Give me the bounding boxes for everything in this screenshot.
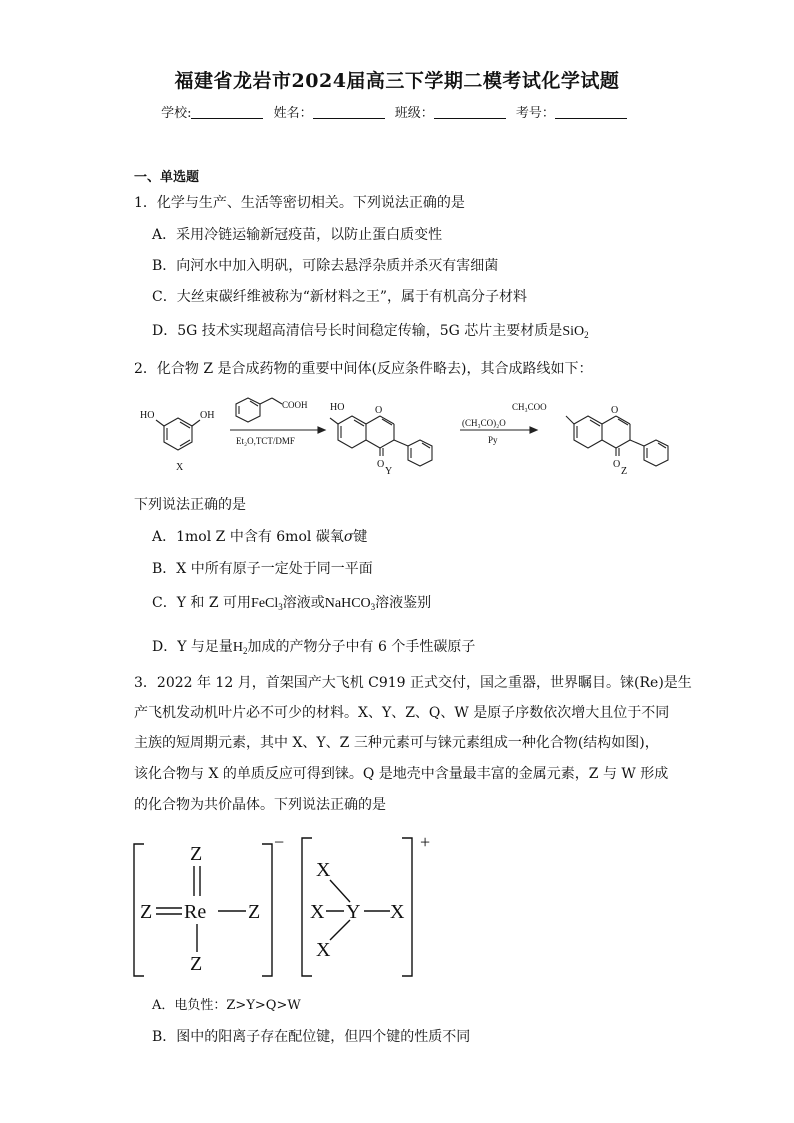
x-left: X	[310, 901, 325, 923]
school-blank[interactable]	[191, 106, 263, 119]
x-compound-label: X	[176, 462, 184, 473]
x-ho-label: HO	[140, 410, 155, 421]
q2-stem: 2．化合物 Z 是合成药物的重要中间体(反应条件略去)，其合成路线如下：	[134, 361, 593, 377]
q1-option-b: B．向河水中加入明矾，可除去悬浮杂质并杀灭有害细菌	[152, 258, 499, 274]
z-bottom: Z	[190, 953, 203, 975]
y-ring-o: O	[375, 405, 383, 416]
z-left: Z	[140, 901, 153, 923]
x-right: X	[390, 901, 405, 923]
q3-option-b: B．图中的阳离子存在配位键，但四个键的性质不同	[152, 1029, 471, 1045]
q3-line-3: 主族的短周期元素，其中 X、Y、Z 三种元素可与铼元素组成一种化合物(结构如图)，	[134, 735, 659, 751]
q2-option-a: A．1mol Z 中含有 6mol 碳氧σ键	[152, 529, 368, 545]
synthesis-scheme	[130, 388, 690, 478]
anion-bracket-right	[262, 844, 272, 976]
z-ring-o: O	[611, 405, 619, 416]
y-atom: Y	[346, 901, 361, 923]
section-heading: 一、单选题	[134, 170, 200, 185]
id-label: 考号：	[515, 106, 555, 121]
anion-charge: −	[274, 832, 285, 852]
q1-option-d: D．5G 技术实现超高清信号长时间稳定传输，5G 芯片主要材质是SiO$_2$	[152, 323, 589, 340]
z-top: Z	[190, 843, 203, 865]
class-blank[interactable]	[434, 106, 506, 119]
student-info-line	[0, 102, 794, 121]
rhenium-compound-structure	[128, 828, 448, 986]
y-ho-label: HO	[330, 402, 345, 413]
id-blank[interactable]	[555, 106, 627, 119]
q1-option-a: A．采用冷链运输新冠疫苗，以防止蛋白质变性	[152, 227, 443, 243]
y-carbonyl-o: O	[377, 459, 385, 470]
x-top: X	[316, 859, 331, 881]
reagent-2b: Py	[488, 435, 498, 445]
z-right: Z	[248, 901, 261, 923]
name-blank[interactable]	[313, 106, 385, 119]
reagent-1: Et₂O,TCT/DMF	[236, 436, 295, 446]
q2-option-d: D．Y 与足量$H_2$加成的产物分子中有 6 个手性碳原子	[152, 639, 476, 656]
q1-option-c: C．大丝束碳纤维被称为“新材料之王”，属于有机高分子材料	[152, 289, 528, 305]
q3-line-5: 的化合物为共价晶体。下列说法正确的是	[134, 797, 386, 813]
cation-charge: +	[420, 832, 431, 852]
re-atom: Re	[184, 901, 207, 923]
x-oh-label: OH	[200, 410, 215, 421]
z-carbonyl-o: O	[613, 459, 621, 470]
x-benzene-ring	[164, 418, 192, 450]
y-compound-label: Y	[385, 466, 393, 477]
z-compound-label: Z	[621, 466, 628, 477]
q3-line-1: 3．2022 年 12 月，首架国产大飞机 C919 正式交付，国之重器，世界瞩目。铼(Re)是生	[134, 675, 692, 691]
z-ester-label: CH₃COO	[512, 402, 547, 412]
q3-option-a: A．电负性：Z>Y>Q>W	[152, 998, 301, 1013]
x-bottom: X	[316, 939, 331, 961]
q2-option-b: B．X 中所有原子一定处于同一平面	[152, 561, 373, 577]
q2-lead: 下列说法正确的是	[134, 497, 246, 513]
name-label: 姓名：	[273, 106, 313, 121]
reagent-2a: (CH₃CO)₂O	[462, 418, 506, 428]
q2-option-c: C．Y 和 Z 可用FeCl$_3$溶液或NaHCO$_3$溶液鉴别	[152, 595, 432, 612]
school-label: 学校:	[161, 106, 192, 121]
q3-line-2: 产飞机发动机叶片必不可少的材料。X、Y、Z、Q、W 是原子序数依次增大且位于不同	[134, 705, 670, 721]
class-label: 班级：	[394, 106, 434, 121]
page-title: 福建省龙岩市2024届高三下学期二模考试化学试题	[174, 70, 620, 92]
sio2-formula: SiO$_2$	[562, 324, 589, 340]
cooh-label: COOH	[282, 400, 308, 410]
q3-line-4: 该化合物与 X 的单质反应可得到铼。Q 是地壳中含量最丰富的金属元素，Z 与 W 形成	[134, 766, 669, 782]
q1-stem: 1．化学与生产、生活等密切相关。下列说法正确的是	[134, 195, 465, 211]
